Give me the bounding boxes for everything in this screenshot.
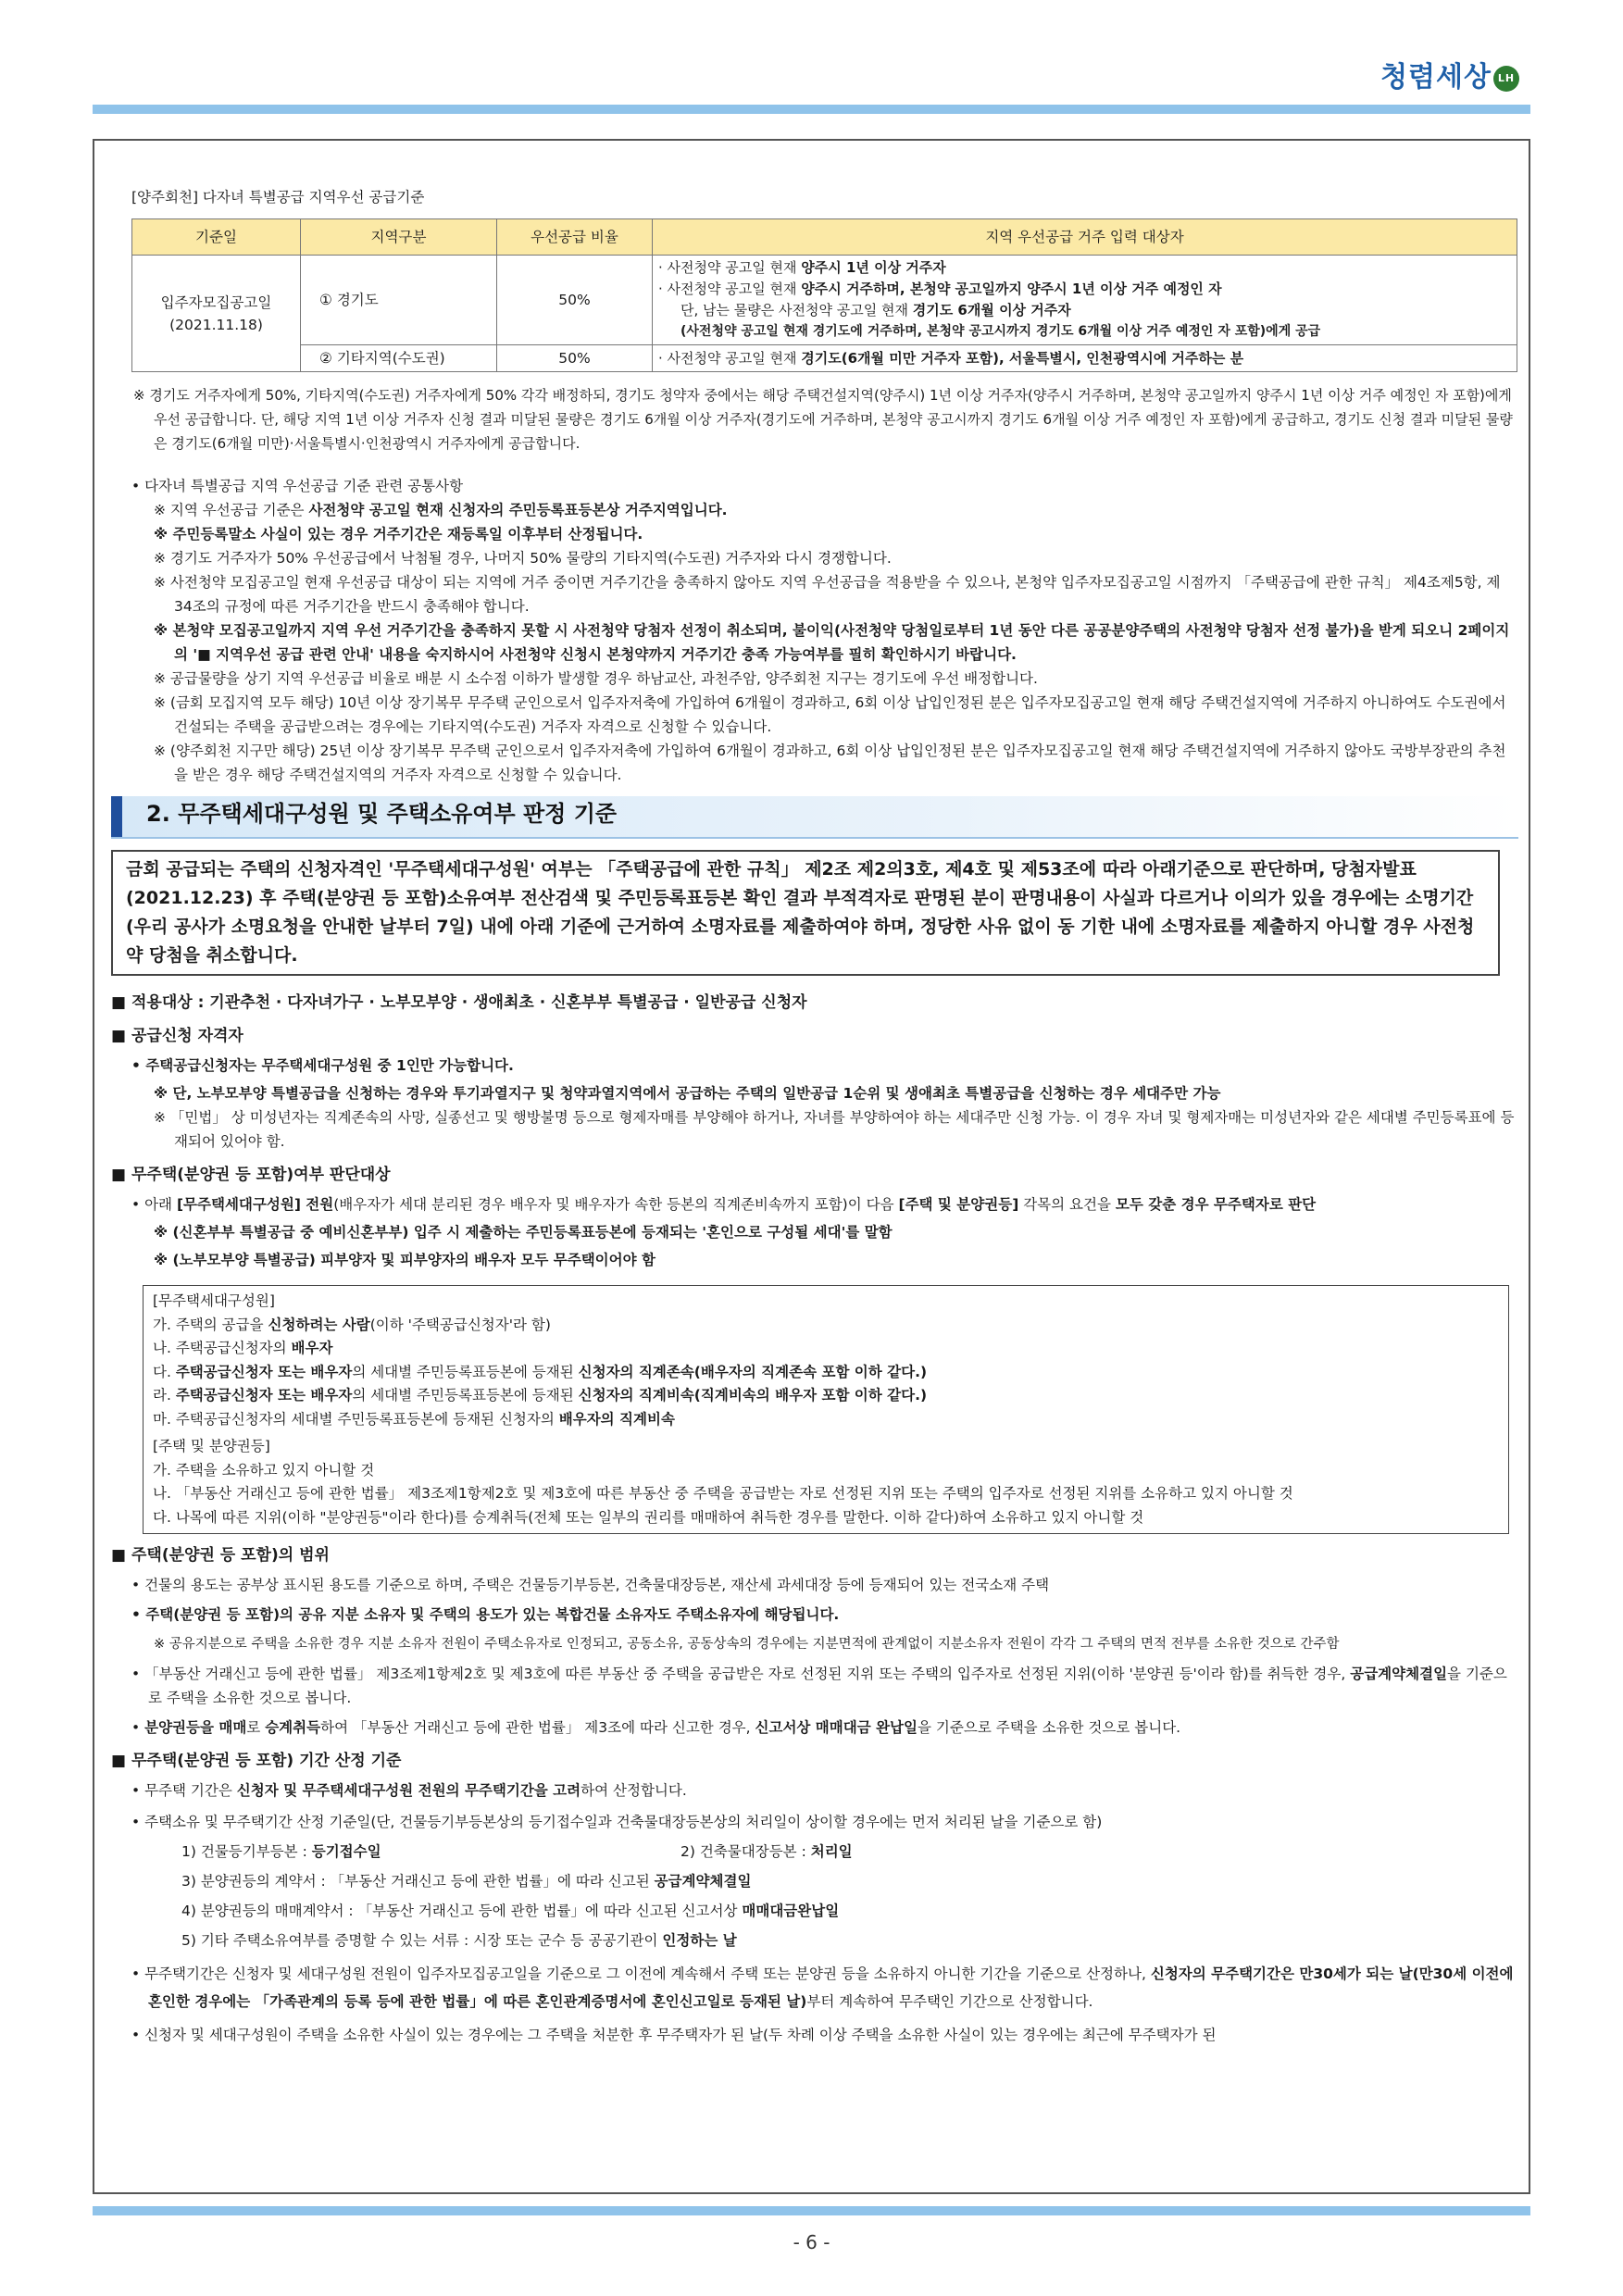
region-cell: ① 경기도 [301,256,497,345]
table-header-row [132,219,1517,256]
judge-note: ※ (신혼부부 특별공급 중 예비신혼부부) 입주 시 제출하는 주민등록표등본에 등재되는 '혼인으로 구성될 세대'를 말함 [154,1224,893,1241]
date-value: (2021.11.18) [169,316,263,333]
period-item: • 무주택기간은 신청자 및 세대구성원 전원이 입주자모집공고일을 기준으로 그 이전에 계속해서 주택 또는 분양권 등을 소유하지 아니한 기간을 기준으로 산정하나, 신청자의 무주택기간은 만30세가 되는 날(만30세 이전에 혼인한 경우에는 「가족관계의 등록 등에 관한 법률」에 따른 혼인관계증명서에 혼인신고일로 등재된 날)부터 계속하여 무주택인 기간으로 산정합니다. [131,1965,1514,2010]
date-criteria-item: 1) 건물등기부등본 : 등기접수일 [181,1843,381,1860]
target-line: 단, 남는 물량은 사전청약 공고일 현재 경기도 6개월 이상 거주자 [680,302,1071,318]
period-item: • 무주택 기간은 신청자 및 무주택세대구성원 전원의 무주택기간을 고려하여 산정합니다. [131,1782,687,1799]
criteria-item: 다. 주택공급신청자 또는 배우자의 세대별 주민등록표등본에 등재된 신청자의 직계존속(배우자의 직계존속 포함 이하 같다.) [153,1363,928,1380]
criteria-heading: [무주택세대구성원] [153,1292,275,1309]
date-criteria-item: 5) 기타 주택소유여부를 증명할 수 있는 서류 : 시장 또는 군수 등 공공기관이 인정하는 날 [181,1932,737,1949]
page-number: - 6 - [793,2231,830,2253]
criteria-item: 마. 주택공급신청자의 세대별 주민등록표등본에 등재된 신청자의 배우자의 직계비속 [153,1410,675,1428]
section-title-yangju: [양주회천] 다자녀 특별공급 지역우선 공급기준 [131,189,425,206]
criteria-heading: [주택 및 분양권등] [153,1438,270,1454]
period-item: • 신청자 및 세대구성원이 주택을 소유한 사실이 있는 경우에는 그 주택을 처분한 후 무주택자가 된 날(두 차례 이상 주택을 소유한 사실이 있는 경우에는 최근에 무주택자가 된 [131,2027,1217,2043]
yangju-note: ※ 경기도 거주자에게 50%, 기타지역(수도권) 거주자에게 50% 각각 배정하되, 경기도 청약자 중에서는 해당 주택건설지역(양주시) 1년 이상 거주자(양주시 거주하며, 본청약 공고일까지 양주시 1년 이상 거주 예정인 자 포함)에게 우선 공급합니다. 단, 해당 지역 1년 이상 거주자 신청 결과 미달된 물량은 경기도 6개월 이상 거주자(경기도에 거주하며, 본청약 공고시까지 경기도 6개월 이상 거주 예정인 자 포함)에게 공급하고, 경기도 신청 결과 미달된 물량은 경기도(6개월 미만)·서울특별시·인천광역시 거주자에게 공급합니다. [133,387,1513,452]
note-item: ※ 공급물량을 상기 지역 우선공급 비율로 배분 시 소수점 이하가 발생할 경우 하남교산, 과천주암, 양주회천 지구는 경기도에 우선 배정합니다. [154,670,1038,687]
criteria-item: 다. 나목에 따른 지위(이하 "분양권등"이라 한다)를 승계취득(전체 또는 일부의 권리를 매매하여 취득한 경우를 말한다. 이하 같다)하여 소유하고 있지 아니할 것 [153,1508,1144,1526]
target-heading: ■ 적용대상 : 기관추천 · 다자녀가구 · 노부모부양 · 생애최초 · 신혼부부 특별공급 · 일반공급 신청자 [111,993,807,1012]
heading-marker [111,796,122,837]
period-heading: ■ 무주택(분양권 등 포함) 기간 산정 기준 [111,1752,402,1770]
th-region: 지역구분 [301,219,497,256]
scope-item: • 분양권등을 매매로 승계취득하여 「부동산 거래신고 등에 관한 법률」 제3조에 따라 신고한 경우, 신고서상 매매대금 완납일을 기준으로 주택을 소유한 것으로 봅니다. [131,1719,1181,1736]
note-item: ※ (금회 모집지역 모두 해당) 10년 이상 장기복무 무주택 군인으로서 입주자저축에 가입하여 6개월이 경과하고, 6회 이상 납입인정된 분은 입주자모집공고일 현재 해당 주택건설지역에 거주하지 아니하여도 수도권에서 건설되는 주택을 공급받으려는 경우에는 기타지역(수도권) 거주자 자격으로 신청할 수 있습니다. [154,694,1506,735]
target-line: (사전청약 공고일 현재 경기도에 거주하며, 본청약 공고시까지 경기도 6개월 이상 거주 예정인 자 포함)에게 공급 [680,324,1321,339]
judge-item: • 아래 [무주택세대구성원] 전원(배우자가 세대 분리된 경우 배우자 및 배우자가 속한 등본의 직계존비속까지 포함)이 다음 [주택 및 분양권등] 각목의 요건을 모두 갖춘 경우 무주택자로 판단 [131,1196,1317,1213]
date-cell [132,256,301,372]
judge-heading: ■ 무주택(분양권 등 포함)여부 판단대상 [111,1166,391,1184]
note-item: ※ 지역 우선공급 기준은 사전청약 공고일 현재 신청자의 주민등록표등본상 거주지역입니다. [154,502,728,518]
criteria-item: 가. 주택의 공급을 신청하려는 사람(이하 '주택공급신청자'라 함) [153,1316,551,1333]
qual-heading: ■ 공급신청 자격자 [111,1027,243,1045]
date-label: 입주자모집공고일 [160,293,272,311]
section-heading-2 [111,796,1518,839]
logo: 청렴세상 LH [1380,54,1521,94]
common-notes [111,474,1518,787]
target-cell [653,256,1517,345]
ratio-cell: 50% [497,256,653,345]
th-target: 지역 우선공급 거주 입력 대상자 [653,219,1517,256]
date-criteria-item: 2) 건축물대장등본 : 처리일 [680,1843,853,1860]
criteria-item: 라. 주택공급신청자 또는 배우자의 세대별 주민등록표등본에 등재된 신청자의 직계비속(직계비속의 배우자 포함 이하 같다.) [153,1387,928,1404]
note-item: ※ 경기도 거주자가 50% 우선공급에서 낙첨될 경우, 나머지 50% 물량의 기타지역(수도권) 거주자와 다시 경쟁합니다. [154,550,892,567]
target-line: · 사전청약 공고일 현재 양주시 거주하며, 본청약 공고일까지 양주시 1년 이상 거주 예정인 자 [658,281,1222,297]
date-criteria-item: 3) 분양권등의 계약서 : 「부동산 거래신고 등에 관한 법률」에 따라 신고된 공급계약체결일 [181,1873,752,1890]
criteria-item: 가. 주택을 소유하고 있지 아니할 것 [153,1461,375,1479]
criteria-item: 나. 「부동산 거래신고 등에 관한 법률」 제3조제1항제2호 및 제3호에 따른 부동산 중 주택을 공급받는 자로 선정된 지위 또는 주택의 입주자로 선정된 지위를 소유하고 있지 아니할 것 [153,1485,1293,1502]
top-bar [93,105,1530,114]
note-item: ※ 사전청약 모집공고일 현재 우선공급 대상이 되는 지역에 거주 중이면 거주기간을 충족하지 않아도 지역 우선공급을 적용받을 수 있으나, 본청약 입주자모집공고일 시점까지 「주택공급에 관한 규칙」 제4조제5항, 제34조의 규정에 따른 거주기간을 반드시 충족해야 합니다. [154,574,1501,615]
note-item: ※ 주민등록말소 사실이 있는 경우 거주기간은 재등록일 이후부터 산정됩니다. [154,526,643,543]
bottom-bar [93,2206,1530,2215]
period-item: • 주택소유 및 무주택기간 산정 기준일(단, 건물등기부등본상의 등기접수일과 건축물대장등본상의 처리일이 상이할 경우에는 먼저 처리된 날을 기준으로 함) [131,1814,1103,1830]
th-ratio: 우선공급 비율 [497,219,653,256]
section-title: 2. 무주택세대구성원 및 주택소유여부 판정 기준 [146,801,618,827]
target-line: · 사전청약 공고일 현재 양주시 1년 이상 거주자 [658,259,946,276]
date-criteria-row [111,1840,1518,1864]
table-row [132,345,1517,372]
notice-box: 금회 공급되는 주택의 신청자격인 '무주택세대구성원' 여부는 「주택공급에 관한 규칙」 제2조 제2의3호, 제4호 및 제53조에 따라 아래기준으로 판단하며, 당첨자발표(2021.12.23) 후 주택(분양권 등 포함)소유여부 전산검색 및 주민등록표등본 확인 결과 부적격자로 판명된 분이 판명내용이 사실과 다르거나 이의가 있을 경우에는 소명기간(우리 공사가 소명요청을 안내한 날부터 7일) 내에 아래 기준에 근거하여 소명자료를 제출하여야 하며, 정당한 사유 없이 동 기한 내에 소명자료를 제출하지 아니할 경우 사전청약 당첨을 취소합니다. [111,850,1500,976]
scope-heading: ■ 주택(분양권 등 포함)의 범위 [111,1546,330,1565]
criteria-item: 나. 주택공급신청자의 배우자 [153,1340,333,1356]
ratio-cell: 50% [497,345,653,372]
qual-note: ※ 「민법」 상 미성년자는 직계존속의 사망, 실종선고 및 행방불명 등으로 형제자매를 부양해야 하거나, 자녀를 부양하여야 하는 세대주만 신청 가능. 이 경우 자녀 및 형제자매는 미성년자와 같은 세대별 주민등록표에 등재되어 있어야 함. [154,1109,1515,1150]
judge-note: ※ (노부모부양 특별공급) 피부양자 및 피부양자의 배우자 모두 무주택이어야 함 [154,1252,655,1268]
qual-item: • 주택공급신청자는 무주택세대구성원 중 1인만 가능합니다. [131,1057,514,1074]
criteria-box [143,1285,1509,1534]
note-item: ※ 본청약 모집공고일까지 지역 우선 거주기간을 충족하지 못할 시 사전청약 당첨자 선정이 취소되며, 불이익(사전청약 당첨일로부터 1년 동안 다른 공공분양주택의 사전청약 당첨자 선정 불가)을 받게 되오니 2페이지의 '■ 지역우선 공급 관련 안내' 내용을 숙지하시어 사전청약 신청시 본청약까지 거주기간 충족 가능여부를 필히 확인하시기 바랍니다. [154,622,1510,663]
table-row [132,256,1517,345]
th-date: 기준일 [132,219,301,256]
note-item: ※ (양주회천 지구만 해당) 25년 이상 장기복무 무주택 군인으로서 입주자저축에 가입하여 6개월이 경과하고, 6회 이상 납입인정된 분은 입주자모집공고일 현재 해당 주택건설지역에 거주하지 않아도 국방부장관의 추천을 받은 경우 해당 주택건설지역의 거주자 자격으로 신청할 수 있습니다. [154,742,1506,783]
priority-table [131,218,1517,372]
target-cell: · 사전청약 공고일 현재 경기도(6개월 미만 거주자 포함), 서울특별시, 인천광역시에 거주하는 분 [653,345,1517,372]
date-criteria-item: 4) 분양권등의 매매계약서 : 「부동산 거래신고 등에 관한 법률」에 따라 신고된 신고서상 매매대금완납일 [181,1903,840,1919]
scope-item: • 「부동산 거래신고 등에 관한 법률」 제3조제1항제2호 및 제3호에 따른 부동산 중 주택을 공급받은 자로 선정된 지위 또는 주택의 입주자로 선정된 지위(이하 '분양권 등'이라 함)를 취득한 경우, 공급계약체결일을 기준으로 주택을 소유한 것으로 봅니다. [131,1666,1507,1706]
content [111,185,1518,2047]
common-title: • 다자녀 특별공급 지역 우선공급 기준 관련 공통사항 [131,478,464,494]
region-cell: ② 기타지역(수도권) [301,345,497,372]
logo-emblem-icon: LH [1493,66,1519,92]
scope-item: • 건물의 용도는 공부상 표시된 용도를 기준으로 하며, 주택은 건물등기부등본, 건축물대장등본, 재산세 과세대장 등에 등재되어 있는 전국소재 주택 [131,1577,1050,1593]
qual-note: ※ 단, 노부모부양 특별공급을 신청하는 경우와 투기과열지구 및 청약과열지역에서 공급하는 주택의 일반공급 1순위 및 생애최초 특별공급을 신청하는 경우 세대주만 가능 [154,1085,1221,1102]
scope-item: • 주택(분양권 등 포함)의 공유 지분 소유자 및 주택의 용도가 있는 복합건물 소유자도 주택소유자에 해당됩니다. [131,1606,840,1623]
scope-note: ※ 공유지분으로 주택을 소유한 경우 지분 소유자 전원이 주택소유자로 인정되고, 공동소유, 공동상속의 경우에는 지분면적에 관계없이 지분소유자 전원이 각각 그 주택의 면적 전부를 소유한 것으로 간주함 [154,1637,1340,1652]
